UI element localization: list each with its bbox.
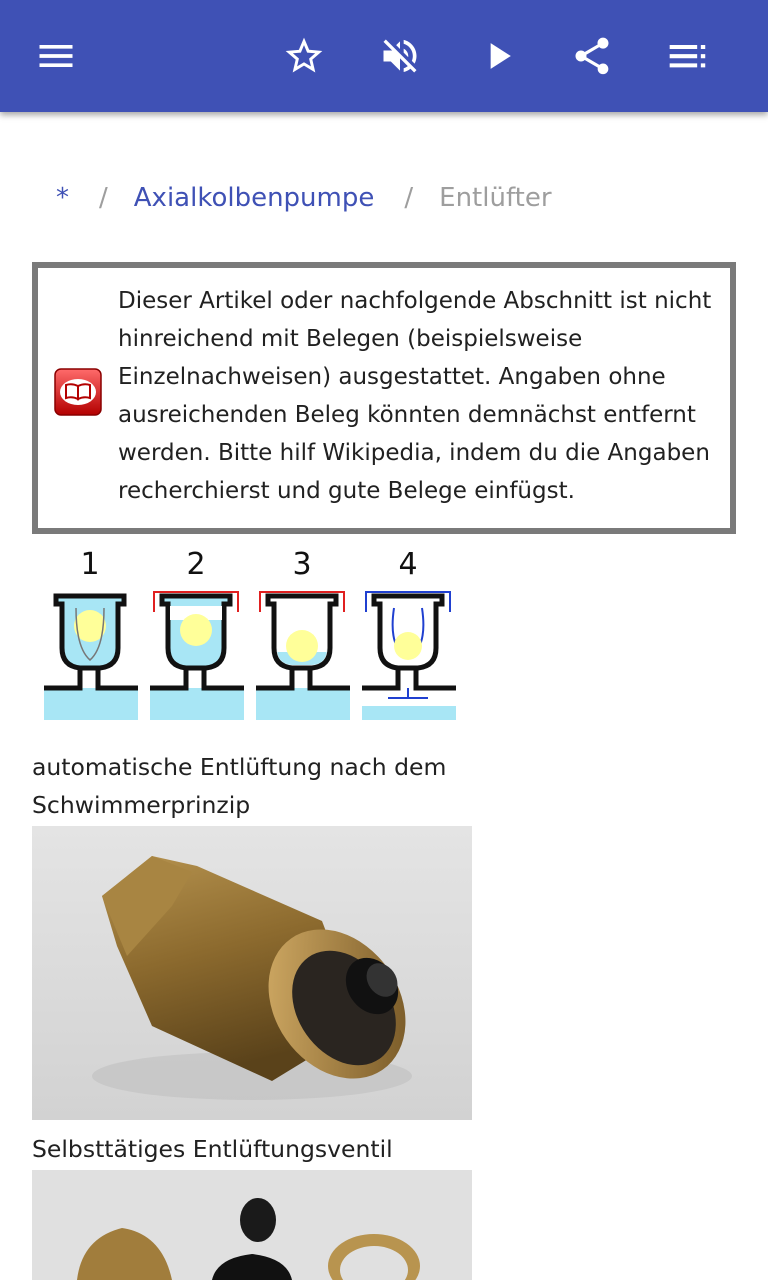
star-outline-icon bbox=[282, 34, 326, 78]
share-icon bbox=[570, 34, 614, 78]
air-vent-valve-photo[interactable] bbox=[32, 826, 472, 1120]
book-icon bbox=[54, 368, 102, 416]
breadcrumb-parent-link[interactable]: Axialkolbenpumpe bbox=[133, 183, 375, 213]
breadcrumb-root-link[interactable]: * bbox=[56, 183, 69, 213]
menu-icon bbox=[34, 34, 78, 78]
figure-caption: automatische Entlüftung nach dem Schwimmerprinzip bbox=[32, 753, 447, 819]
breadcrumb bbox=[56, 176, 552, 220]
breadcrumb-separator: / bbox=[99, 183, 108, 213]
menu-button[interactable] bbox=[24, 24, 88, 88]
contents-button[interactable] bbox=[656, 24, 720, 88]
step-number: 4 bbox=[398, 548, 418, 582]
app-bar bbox=[0, 0, 768, 112]
playlist-icon bbox=[666, 34, 710, 78]
step-number: 1 bbox=[80, 548, 100, 582]
valve-parts-photo[interactable] bbox=[32, 1170, 472, 1280]
float-principle-diagram[interactable] bbox=[40, 548, 460, 724]
mute-button[interactable] bbox=[368, 24, 432, 88]
figure-caption: Selbsttätiges Entlüftungsventil bbox=[32, 1135, 393, 1163]
citation-needed-notice bbox=[32, 262, 736, 534]
step-number: 2 bbox=[186, 548, 206, 582]
volume-off-icon bbox=[378, 34, 422, 78]
bookmark-button[interactable] bbox=[272, 24, 336, 88]
step-number: 3 bbox=[292, 548, 312, 582]
breadcrumb-separator: / bbox=[404, 183, 414, 213]
share-button[interactable] bbox=[560, 24, 624, 88]
breadcrumb-current: Entlüfter bbox=[439, 183, 552, 213]
play-icon bbox=[476, 34, 520, 78]
play-button[interactable] bbox=[466, 24, 530, 88]
notice-text: Dieser Artikel oder nachfolgende Abschnitt ist nicht hinreichend mit Belegen (beispielsweise Einzelnachweisen) ausgestattet. Angaben ohne ausreichenden Beleg könnten demnächst entfernt werden. Bitte hilf Wikipedia, indem du die Angaben recherchierst und gute Belege einfügst. bbox=[118, 288, 712, 504]
